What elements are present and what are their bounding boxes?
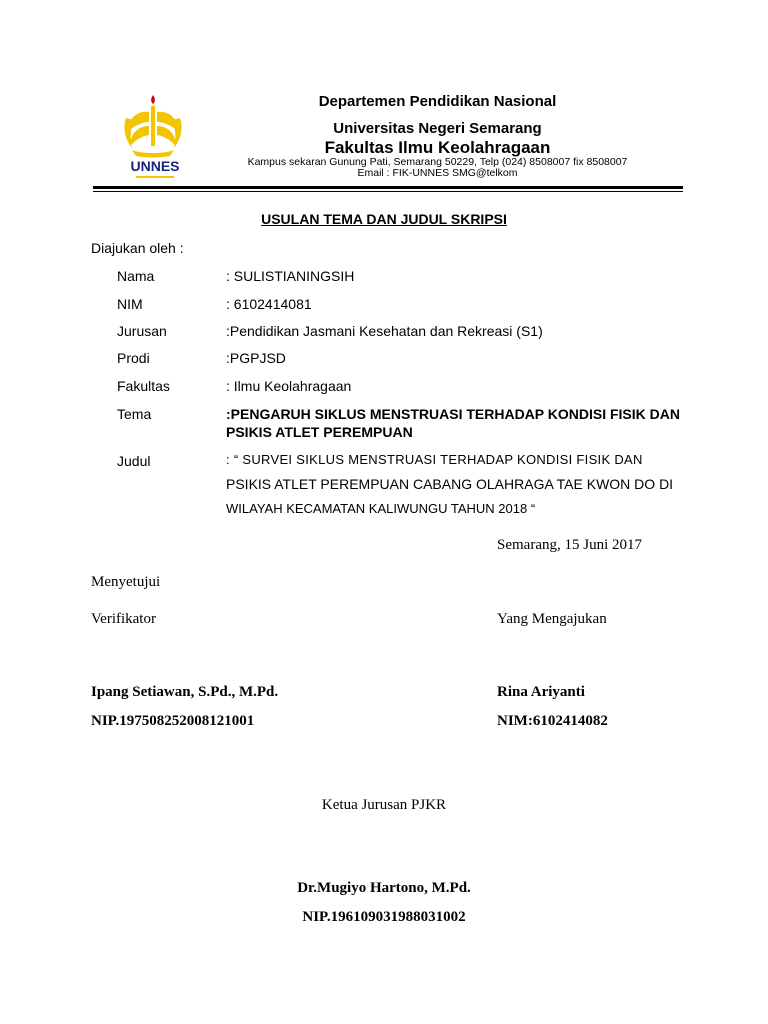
judul-value-line2: PSIKIS ATLET PEREMPUAN CABANG OLAHRAGA TAE KWON DO DI (226, 476, 674, 492)
jurusan-label: Jurusan (117, 323, 167, 339)
header-ministry: Departemen Pendidikan Nasional (318, 93, 557, 110)
header-faculty: Fakultas Ilmu Keolahragaan (324, 138, 551, 157)
tema-label: Tema (117, 406, 152, 422)
unnes-logo (120, 92, 190, 184)
applicant-name: Rina Ariyanti (497, 684, 585, 700)
tema-value-line2: PSIKIS ATLET PEREMPUAN (226, 424, 413, 440)
header-address: Kampus sekaran Gunung Pati, Semarang 50229, Telp (024) 8508007 fix 8508007 (247, 156, 628, 168)
applicant-nim: NIM:6102414082 (497, 713, 608, 729)
fakultas-value: : Ilmu Keolahragaan (226, 378, 352, 394)
judul-label: Judul (117, 453, 151, 469)
header-email: Email : FIK-UNNES SMG@telkom (357, 167, 518, 179)
place-date: Semarang, 15 Juni 2017 (497, 537, 642, 553)
verifikator-label: Verifikator (91, 611, 156, 627)
head-of-department-nip: NIP.196109031988031002 (302, 909, 466, 925)
head-of-department-label: Ketua Jurusan PJKR (321, 797, 447, 813)
head-of-department-name: Dr.Mugiyo Hartono, M.Pd. (297, 880, 471, 896)
verifikator-name: Ipang Setiawan, S.Pd., M.Pd. (91, 684, 279, 700)
fakultas-label: Fakultas (117, 378, 170, 394)
prodi-value: :PGPJSD (226, 350, 286, 366)
prodi-label: Prodi (117, 350, 150, 366)
approval-label: Menyetujui (91, 574, 161, 590)
verifikator-nip: NIP.197508252008121001 (91, 713, 255, 729)
document-title: USULAN TEMA DAN JUDUL SKRIPSI (261, 211, 507, 227)
header-divider-thick (93, 186, 683, 189)
nim-value: : 6102414081 (226, 296, 312, 312)
submitted-by-label: Diajukan oleh : (91, 240, 184, 256)
logo-text: UNNES (130, 158, 180, 174)
nama-label: Nama (117, 268, 155, 284)
jurusan-value: :Pendidikan Jasmani Kesehatan dan Rekreasi (S1) (226, 323, 543, 339)
header-divider-thin (93, 191, 683, 192)
nama-value: : SULISTIANINGSIH (226, 268, 355, 284)
applicant-label: Yang Mengajukan (497, 611, 607, 627)
judul-value-line3: WILAYAH KECAMATAN KALIWUNGU TAHUN 2018 “ (226, 501, 536, 516)
judul-value-line1: : “ SURVEI SIKLUS MENSTRUASI TERHADAP KONDISI FISIK DAN (226, 452, 643, 467)
tema-value-line1: :PENGARUH SIKLUS MENSTRUASI TERHADAP KONDISI FISIK DAN (226, 406, 680, 422)
nim-label: NIM (117, 296, 143, 312)
header-university: Universitas Negeri Semarang (333, 120, 542, 137)
logo-subtext-line (136, 176, 174, 178)
